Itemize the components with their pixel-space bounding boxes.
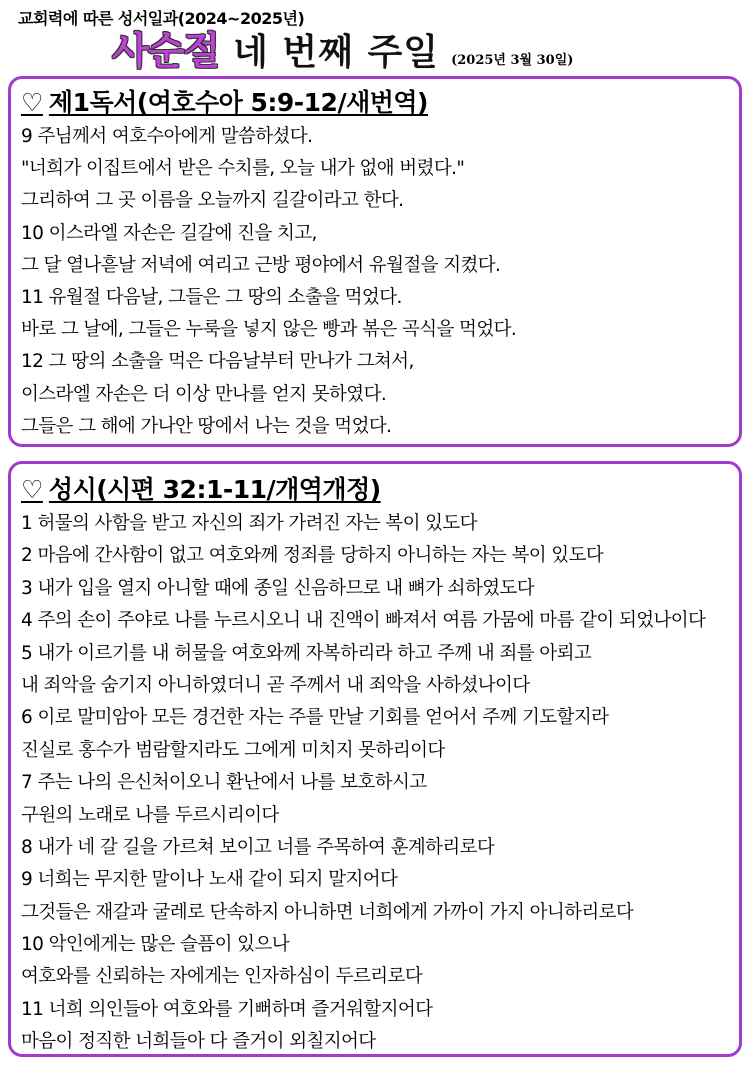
season-title: 사순절 bbox=[112, 29, 220, 73]
verse-line: 그것들은 재갈과 굴레로 단속하지 아니하면 너희에게 가까이 가지 아니하리로다 bbox=[21, 901, 634, 923]
first-reading-text bbox=[21, 121, 733, 443]
first-reading-title: 제1독서(여호수아 5:9-12/새번역) bbox=[48, 88, 428, 117]
verse-line: 12 그 땅의 소출을 먹은 다음날부터 만나가 그쳐서, bbox=[21, 351, 414, 373]
verse-line: 9 너희는 무지한 말이나 노새 같이 되지 말지어다 bbox=[21, 869, 398, 891]
verse-line: 그들은 그 해에 가나안 땅에서 나는 것을 먹었다. bbox=[21, 415, 392, 437]
sunday-title: 네 번째 주일 bbox=[233, 32, 440, 73]
verse-line: 그리하여 그 곳 이름을 오늘까지 길갈이라고 한다. bbox=[21, 190, 404, 212]
verse-line: 5 내가 이르기를 내 허물을 여호와께 자복하리라 하고 주께 내 죄를 아뢰고 bbox=[21, 642, 592, 664]
lectionary-subtitle: 교회력에 따른 성서일과(2024~2025년) bbox=[18, 9, 305, 28]
service-date: (2025년 3월 30일) bbox=[451, 53, 574, 68]
psalm-heading bbox=[21, 470, 381, 506]
psalm-box bbox=[8, 461, 742, 1057]
verse-line: 3 내가 입을 열지 아니할 때에 종일 신음하므로 내 뼈가 쇠하였도다 bbox=[21, 577, 535, 599]
verse-line: 4 주의 손이 주야로 나를 누르시오니 내 진액이 빠져서 여름 가뭄에 마름 같이 되었나이다 bbox=[21, 610, 706, 632]
psalm-title: 성시(시편 32:1-11/개역개정) bbox=[48, 475, 381, 504]
verse-line: 11 너희 의인들아 여호와를 기뻐하며 즐거워할지어다 bbox=[21, 998, 433, 1020]
verse-line: 10 악인에게는 많은 슬픔이 있으나 bbox=[21, 934, 289, 956]
first-reading-heading bbox=[21, 83, 428, 119]
verse-line: 2 마음에 간사함이 없고 여호와께 정죄를 당하지 아니하는 자는 복이 있도다 bbox=[21, 545, 604, 567]
verse-line: 1 허물의 사함을 받고 자신의 죄가 가려진 자는 복이 있도다 bbox=[21, 513, 477, 534]
verse-line: "너희가 이집트에서 받은 수치를, 오늘 내가 없애 버렸다." bbox=[21, 158, 465, 180]
verse-line: 9 주님께서 여호수아에게 말씀하셨다. bbox=[21, 126, 313, 147]
verse-line: 내 죄악을 숨기지 아니하였더니 곧 주께서 내 죄악을 사하셨나이다 bbox=[21, 674, 530, 696]
verse-line: 8 내가 네 갈 길을 가르쳐 보이고 너를 주목하여 훈계하리로다 bbox=[21, 836, 495, 858]
verse-line: 11 유월절 다음날, 그들은 그 땅의 소출을 먹었다. bbox=[21, 286, 402, 308]
verse-line: 마음이 정직한 너희들아 다 즐거이 외칠지어다 bbox=[21, 1031, 376, 1053]
verse-line: 이스라엘 자손은 더 이상 만나를 얻지 못하였다. bbox=[21, 383, 387, 405]
verse-line: 바로 그 날에, 그들은 누룩을 넣지 않은 빵과 볶은 곡식을 먹었다. bbox=[21, 319, 517, 341]
verse-line: 10 이스라엘 자손은 길갈에 진을 치고, bbox=[21, 222, 317, 244]
verse-line: 6 이로 말미암아 모든 경건한 자는 주를 만날 기회를 얻어서 주께 기도할지라 bbox=[21, 707, 609, 729]
verse-line: 진실로 홍수가 범람할지라도 그에게 미치지 못하리이다 bbox=[21, 739, 445, 761]
verse-line: 여호와를 신뢰하는 자에게는 인자하심이 두르리로다 bbox=[21, 966, 423, 988]
heart-icon: ♡ bbox=[21, 88, 43, 117]
verse-line: 7 주는 나의 은신처이오니 환난에서 나를 보호하시고 bbox=[21, 772, 427, 794]
verse-line: 구원의 노래로 나를 두르시리이다 bbox=[21, 804, 279, 826]
first-reading-box bbox=[8, 76, 742, 447]
page-title bbox=[112, 20, 573, 75]
psalm-text bbox=[21, 508, 733, 1059]
verse-line: 그 달 열나흗날 저녁에 여리고 근방 평야에서 유월절을 지켰다. bbox=[21, 254, 501, 276]
heart-icon: ♡ bbox=[21, 475, 43, 504]
